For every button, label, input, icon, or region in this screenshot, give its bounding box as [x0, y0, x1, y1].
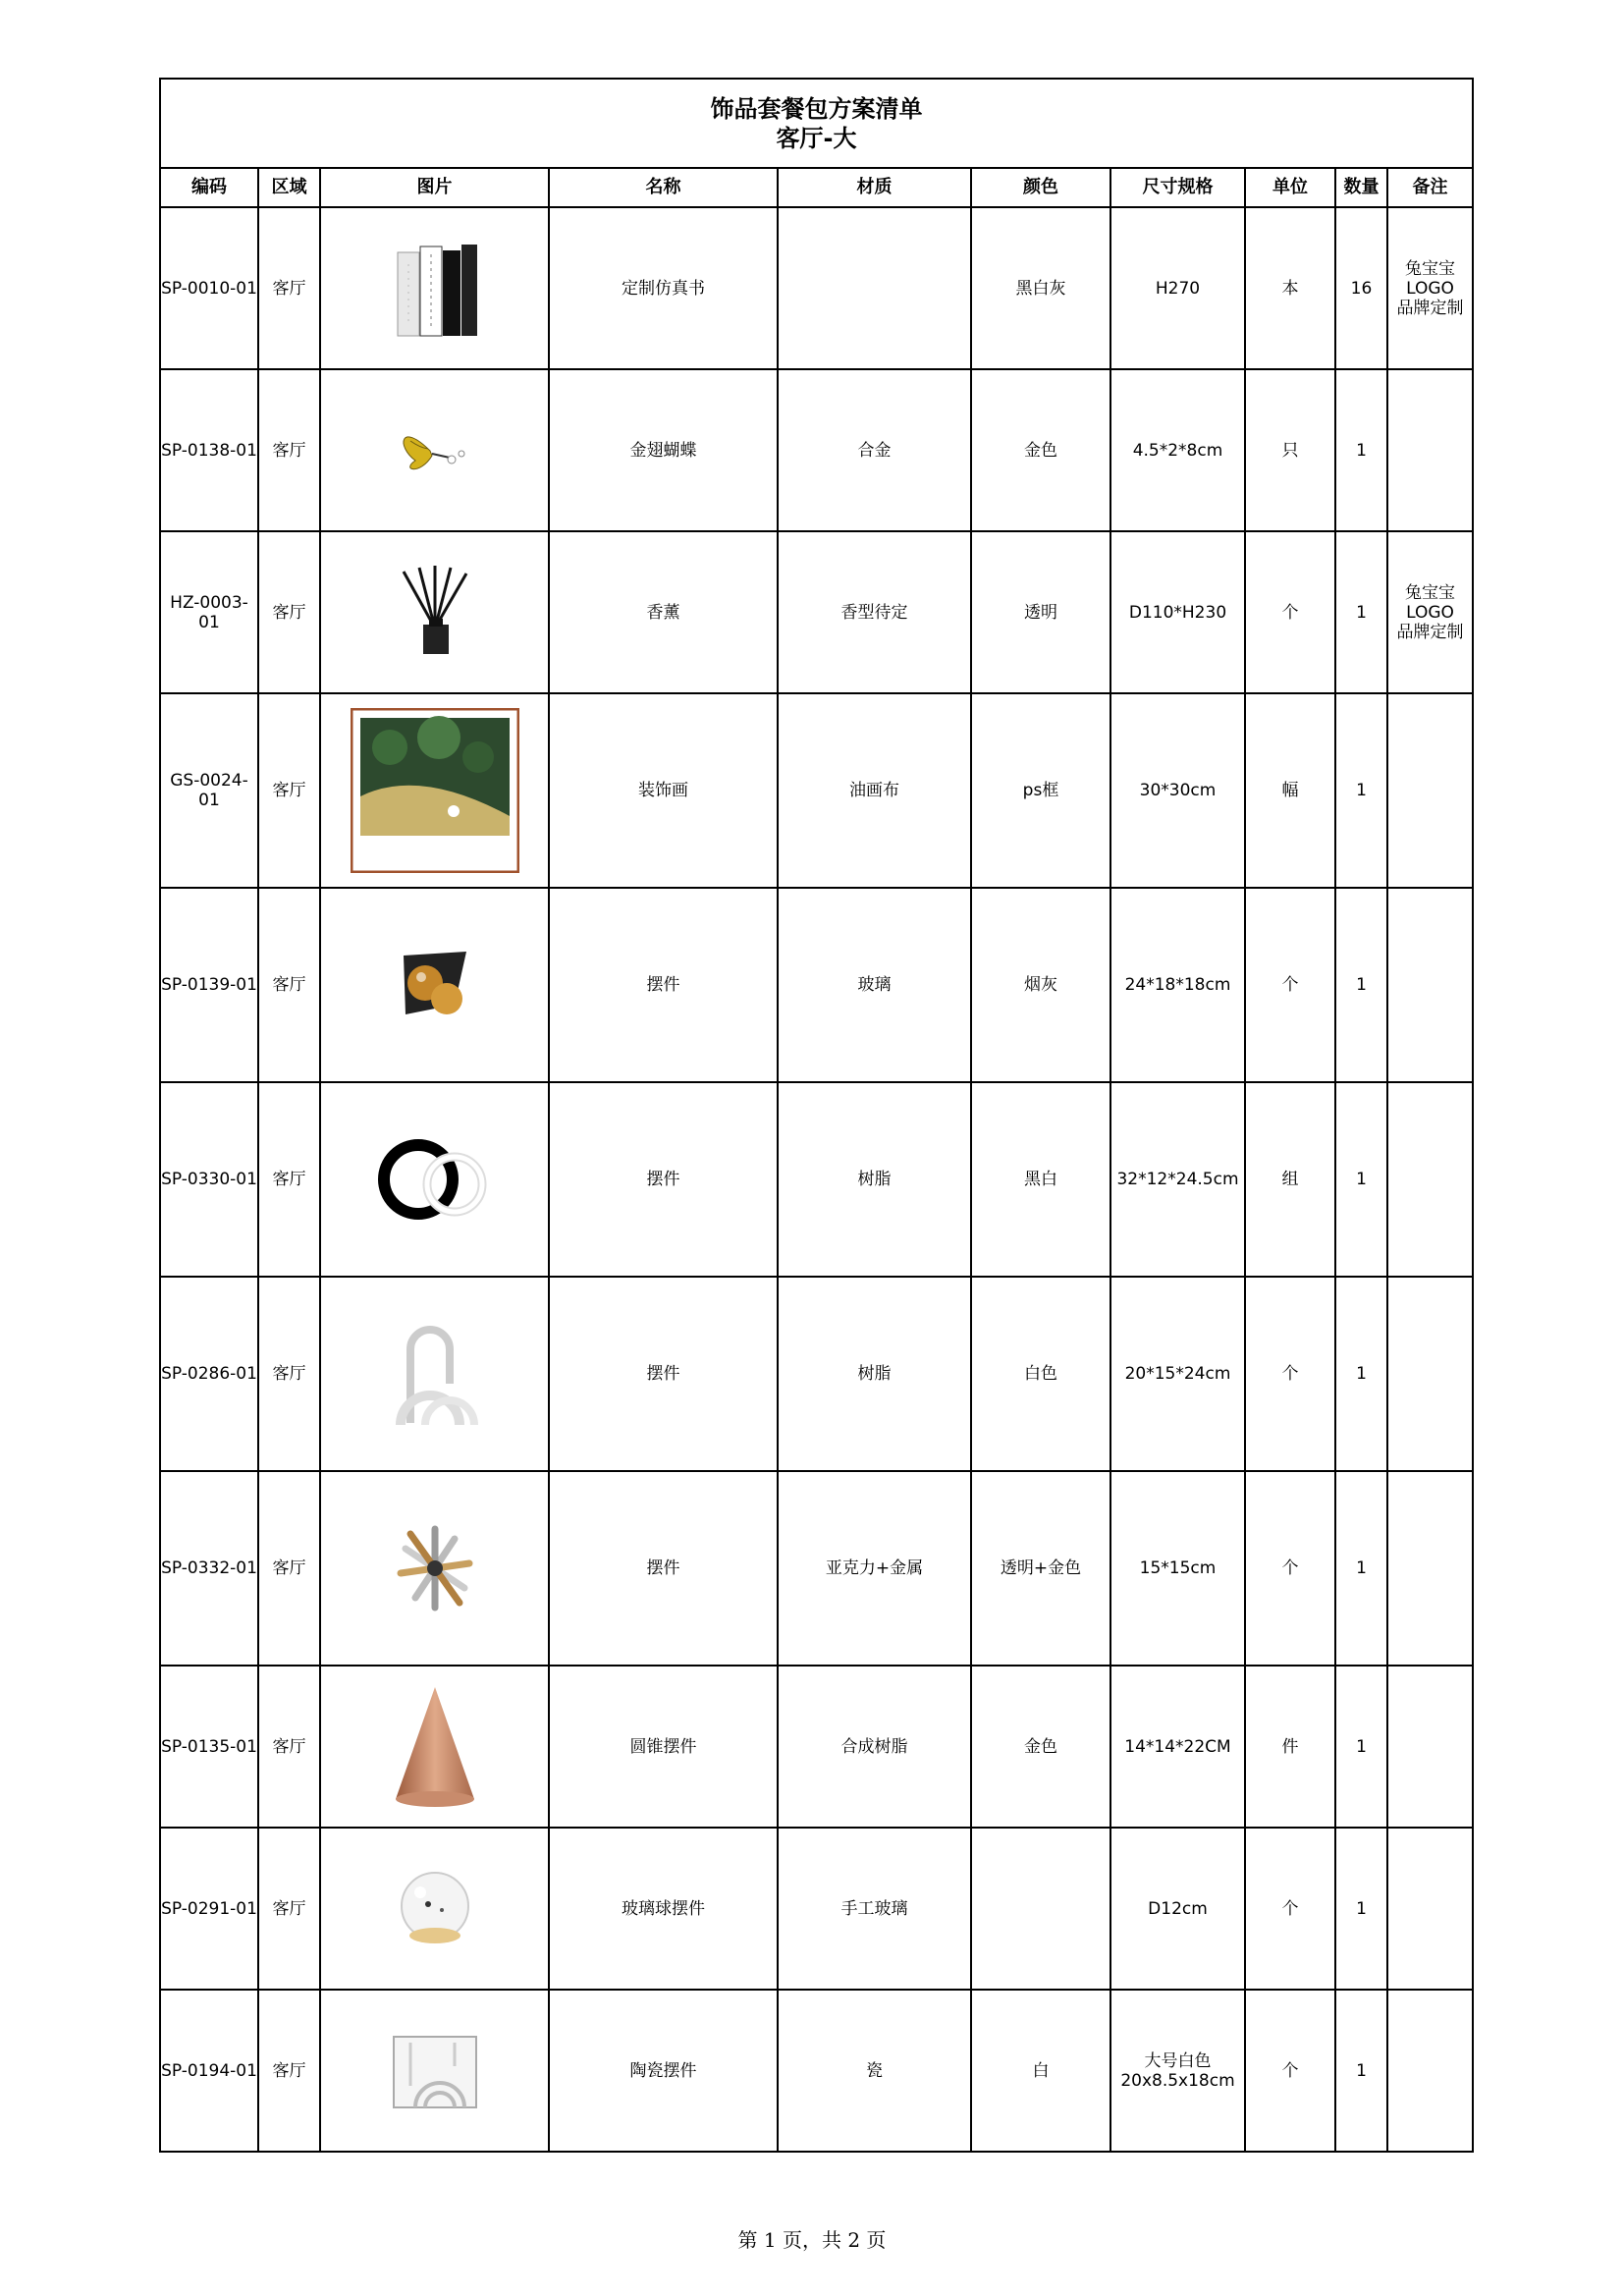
unit-cell: 个: [1245, 1990, 1335, 2152]
image-cell: [320, 1277, 549, 1471]
code-cell: SP-0135-01: [160, 1666, 258, 1828]
sheet-title: [160, 79, 1473, 168]
unit-cell: 个: [1245, 531, 1335, 693]
qty-cell: 1: [1335, 1471, 1387, 1666]
material-cell: 合金: [778, 369, 971, 531]
name-cell: 摆件: [549, 1471, 778, 1666]
header-material: 材质: [778, 168, 971, 207]
product-table: [159, 78, 1474, 2153]
qty-cell: 1: [1335, 1666, 1387, 1828]
unit-cell: 个: [1245, 1828, 1335, 1990]
material-cell: 香型待定: [778, 531, 971, 693]
code-cell: SP-0332-01: [160, 1471, 258, 1666]
code-cell: SP-0194-01: [160, 1990, 258, 2152]
header-qty: 数量: [1335, 168, 1387, 207]
color-cell: 透明: [971, 531, 1110, 693]
material-cell: 瓷: [778, 1990, 971, 2152]
table-row: [160, 693, 1473, 888]
image-cell: [320, 531, 549, 693]
name-cell: 摆件: [549, 1277, 778, 1471]
area-cell: 客厅: [258, 1828, 320, 1990]
header-image: 图片: [320, 168, 549, 207]
note-cell: [1387, 1666, 1473, 1828]
size-cell: 24*18*18cm: [1110, 888, 1245, 1082]
table-row: [160, 369, 1473, 531]
name-cell: 定制仿真书: [549, 207, 778, 369]
image-cell: [320, 1082, 549, 1277]
color-cell: 黑白灰: [971, 207, 1110, 369]
color-cell: 金色: [971, 1666, 1110, 1828]
books-image: [386, 235, 484, 343]
note-cell: 兔宝宝 LOGO 品牌定制: [1387, 207, 1473, 369]
table-row: [160, 888, 1473, 1082]
header-unit: 单位: [1245, 168, 1335, 207]
name-cell: 金翅蝴蝶: [549, 369, 778, 531]
area-cell: 客厅: [258, 1471, 320, 1666]
title-line-1: 饰品套餐包方案清单: [710, 94, 923, 123]
header-code: 编码: [160, 168, 258, 207]
color-cell: 黑白: [971, 1082, 1110, 1277]
table-row: [160, 1471, 1473, 1666]
code-cell: SP-0010-01: [160, 207, 258, 369]
unit-cell: 个: [1245, 888, 1335, 1082]
table-body: [160, 207, 1473, 2152]
qty-cell: 1: [1335, 369, 1387, 531]
framed-painting-image: [351, 708, 519, 873]
butterfly-image: [391, 416, 479, 485]
area-cell: 客厅: [258, 1666, 320, 1828]
qty-cell: 1: [1335, 1277, 1387, 1471]
name-cell: 摆件: [549, 888, 778, 1082]
size-cell: 20*15*24cm: [1110, 1277, 1245, 1471]
name-cell: 陶瓷摆件: [549, 1990, 778, 2152]
size-cell: D110*H230: [1110, 531, 1245, 693]
code-cell: SP-0138-01: [160, 369, 258, 531]
area-cell: 客厅: [258, 369, 320, 531]
table-row: [160, 1277, 1473, 1471]
unit-cell: 个: [1245, 1277, 1335, 1471]
header-row: [160, 168, 1473, 207]
area-cell: 客厅: [258, 1990, 320, 2152]
note-cell: [1387, 693, 1473, 888]
header-note: 备注: [1387, 168, 1473, 207]
area-cell: 客厅: [258, 1082, 320, 1277]
color-cell: ps框: [971, 693, 1110, 888]
code-cell: GS-0024-01: [160, 693, 258, 888]
size-cell: 14*14*22CM: [1110, 1666, 1245, 1828]
area-cell: 客厅: [258, 693, 320, 888]
image-cell: [320, 207, 549, 369]
header-color: 颜色: [971, 168, 1110, 207]
material-cell: 亚克力+金属: [778, 1471, 971, 1666]
name-cell: 圆锥摆件: [549, 1666, 778, 1828]
table-row: [160, 1082, 1473, 1277]
page-footer: 第 1 页，共 2 页: [737, 2228, 887, 2252]
note-cell: [1387, 1990, 1473, 2152]
material-cell: 油画布: [778, 693, 971, 888]
code-cell: SP-0330-01: [160, 1082, 258, 1277]
note-cell: 兔宝宝 LOGO 品牌定制: [1387, 531, 1473, 693]
color-cell: 金色: [971, 369, 1110, 531]
color-cell: 烟灰: [971, 888, 1110, 1082]
reed-diffuser-image: [396, 564, 474, 662]
table-row: [160, 1828, 1473, 1990]
area-cell: 客厅: [258, 207, 320, 369]
arch-ornament-image: [386, 1315, 484, 1433]
header-size: 尺寸规格: [1110, 168, 1245, 207]
title-line-2: 客厅-大: [776, 124, 857, 152]
qty-cell: 16: [1335, 207, 1387, 369]
product-list-sheet: [159, 78, 1472, 2153]
unit-cell: 组: [1245, 1082, 1335, 1277]
unit-cell: 个: [1245, 1471, 1335, 1666]
qty-cell: 1: [1335, 693, 1387, 888]
table-row: [160, 1666, 1473, 1828]
size-cell: 15*15cm: [1110, 1471, 1245, 1666]
qty-cell: 1: [1335, 1990, 1387, 2152]
note-cell: [1387, 369, 1473, 531]
rings-ornament-image: [371, 1130, 499, 1229]
material-cell: 树脂: [778, 1082, 971, 1277]
unit-cell: 只: [1245, 369, 1335, 531]
color-cell: 白色: [971, 1277, 1110, 1471]
header-area: 区域: [258, 168, 320, 207]
area-cell: 客厅: [258, 1277, 320, 1471]
size-cell: 32*12*24.5cm: [1110, 1082, 1245, 1277]
material-cell: 玻璃: [778, 888, 971, 1082]
size-cell: 4.5*2*8cm: [1110, 369, 1245, 531]
note-cell: [1387, 1082, 1473, 1277]
qty-cell: 1: [1335, 888, 1387, 1082]
color-cell: 透明+金色: [971, 1471, 1110, 1666]
color-cell: [971, 1828, 1110, 1990]
unit-cell: 件: [1245, 1666, 1335, 1828]
size-cell: H270: [1110, 207, 1245, 369]
size-cell: 大号白色 20x8.5x18cm: [1110, 1990, 1245, 2152]
image-cell: [320, 1471, 549, 1666]
qty-cell: 1: [1335, 1828, 1387, 1990]
size-cell: 30*30cm: [1110, 693, 1245, 888]
qty-cell: 1: [1335, 1082, 1387, 1277]
note-cell: [1387, 888, 1473, 1082]
material-cell: 合成树脂: [778, 1666, 971, 1828]
size-cell: D12cm: [1110, 1828, 1245, 1990]
qty-cell: 1: [1335, 531, 1387, 693]
cone-ornament-image: [386, 1683, 484, 1811]
glass-ball-image: [391, 1865, 479, 1953]
code-cell: SP-0291-01: [160, 1828, 258, 1990]
image-cell: [320, 693, 549, 888]
note-cell: [1387, 1828, 1473, 1990]
table-row: [160, 531, 1473, 693]
code-cell: HZ-0003-01: [160, 531, 258, 693]
name-cell: 装饰画: [549, 693, 778, 888]
image-cell: [320, 888, 549, 1082]
code-cell: SP-0286-01: [160, 1277, 258, 1471]
unit-cell: 本: [1245, 207, 1335, 369]
table-row: [160, 1990, 1473, 2152]
glass-ornament-image: [396, 946, 474, 1024]
header-name: 名称: [549, 168, 778, 207]
area-cell: 客厅: [258, 888, 320, 1082]
table-row: [160, 207, 1473, 369]
name-cell: 香薰: [549, 531, 778, 693]
image-cell: [320, 1828, 549, 1990]
acrylic-ornament-image: [386, 1519, 484, 1617]
image-cell: [320, 1666, 549, 1828]
image-cell: [320, 369, 549, 531]
note-cell: [1387, 1277, 1473, 1471]
note-cell: [1387, 1471, 1473, 1666]
material-cell: 树脂: [778, 1277, 971, 1471]
color-cell: 白: [971, 1990, 1110, 2152]
image-cell: [320, 1990, 549, 2152]
name-cell: 摆件: [549, 1082, 778, 1277]
name-cell: 玻璃球摆件: [549, 1828, 778, 1990]
ceramic-ornament-image: [386, 2027, 484, 2115]
material-cell: [778, 207, 971, 369]
area-cell: 客厅: [258, 531, 320, 693]
code-cell: SP-0139-01: [160, 888, 258, 1082]
material-cell: 手工玻璃: [778, 1828, 971, 1990]
unit-cell: 幅: [1245, 693, 1335, 888]
